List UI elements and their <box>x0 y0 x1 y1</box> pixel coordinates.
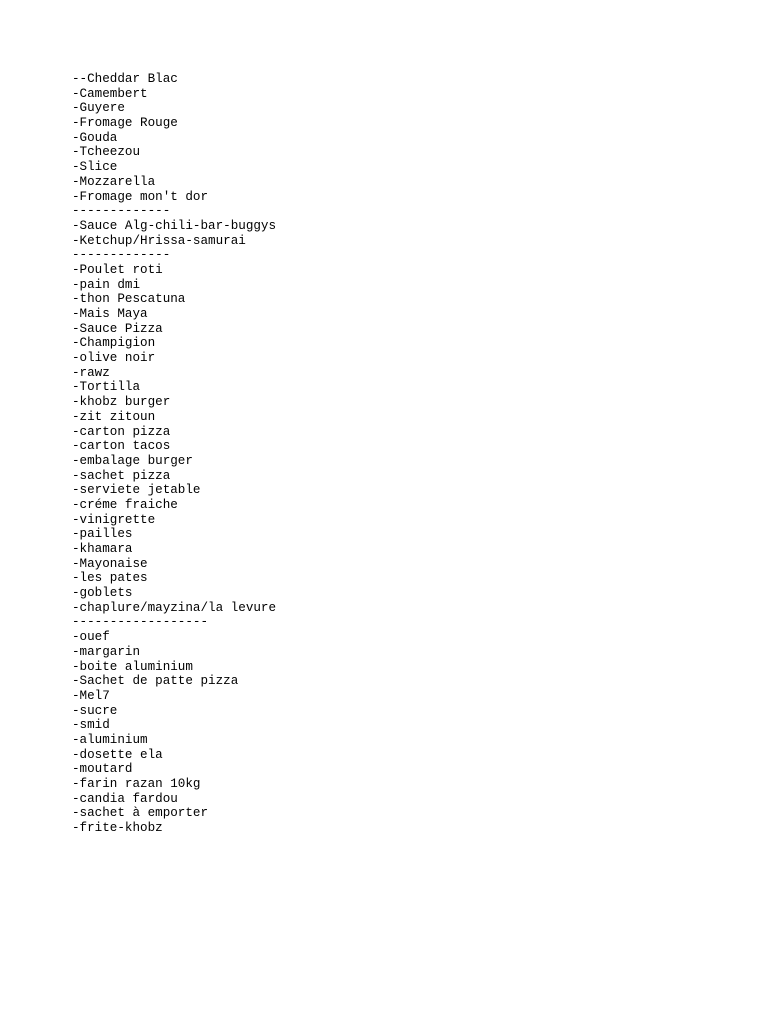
list-item: -rawz <box>72 365 110 380</box>
list-item: -olive noir <box>72 351 156 366</box>
list-item: -aluminium <box>72 732 148 747</box>
list-item: -Sauce Pizza <box>72 321 163 336</box>
list-item: -khobz burger <box>72 395 171 410</box>
list-item: --Cheddar Blac <box>72 72 178 86</box>
list-item: -Champigion <box>72 336 156 351</box>
list-item: -carton tacos <box>72 439 171 454</box>
list-item: -Guyere <box>72 101 125 116</box>
list-item: -sucre <box>72 703 118 718</box>
separator-line: ------------- <box>72 248 171 263</box>
list-item: -embalage burger <box>72 453 193 468</box>
shopping-list <box>72 72 276 836</box>
list-item: -Sachet de patte pizza <box>72 674 239 689</box>
list-item: -candia fardou <box>72 791 178 806</box>
list-item: -créme fraiche <box>72 497 178 512</box>
list-item: -Sauce Alg-chili-bar-buggys <box>72 218 277 233</box>
list-item: -Mais Maya <box>72 307 148 321</box>
list-item: -Tortilla <box>72 380 141 395</box>
list-item: -farin razan 10kg <box>72 777 201 791</box>
list-item: -Mayonaise <box>72 556 148 571</box>
list-item: -moutard <box>72 762 133 777</box>
list-item: -Camembert <box>72 86 148 101</box>
list-item: -Fromage Rouge <box>72 116 178 131</box>
list-item: -sachet pizza <box>72 468 171 483</box>
separator-line: ------------------ <box>72 615 209 630</box>
list-item: -vinigrette <box>72 512 156 527</box>
list-item: -Mozzarella <box>72 174 156 189</box>
list-item: -ouef <box>72 630 110 645</box>
list-item: -Ketchup/Hrissa-samurai <box>72 233 246 248</box>
list-item: -frite-khobz <box>72 821 163 836</box>
list-item: -smid <box>72 718 110 733</box>
list-item: -margarin <box>72 644 141 659</box>
list-item: -chaplure/mayzina/la levure <box>72 600 277 615</box>
list-item: -thon Pescatuna <box>72 292 186 307</box>
list-item: -Fromage mon't dor <box>72 189 209 204</box>
list-item: -serviete jetable <box>72 483 201 498</box>
list-item: -Poulet roti <box>72 262 163 277</box>
separator-line: ------------- <box>72 204 171 219</box>
list-item: -pain dmi <box>72 277 141 292</box>
list-item: -Mel7 <box>72 688 110 703</box>
list-item: -sachet à emporter <box>72 806 209 821</box>
list-item: -khamara <box>72 542 133 556</box>
list-item: -Tcheezou <box>72 145 141 160</box>
list-item: -zit zitoun <box>72 409 156 424</box>
list-item: -carton pizza <box>72 424 171 439</box>
list-item: -boite aluminium <box>72 659 193 674</box>
list-item: -dosette ela <box>72 747 163 762</box>
list-item: -les pates <box>72 571 148 586</box>
list-item: -Gouda <box>72 130 118 145</box>
list-item: -pailles <box>72 527 133 542</box>
list-item: -goblets <box>72 586 133 601</box>
list-item: -Slice <box>72 160 118 175</box>
